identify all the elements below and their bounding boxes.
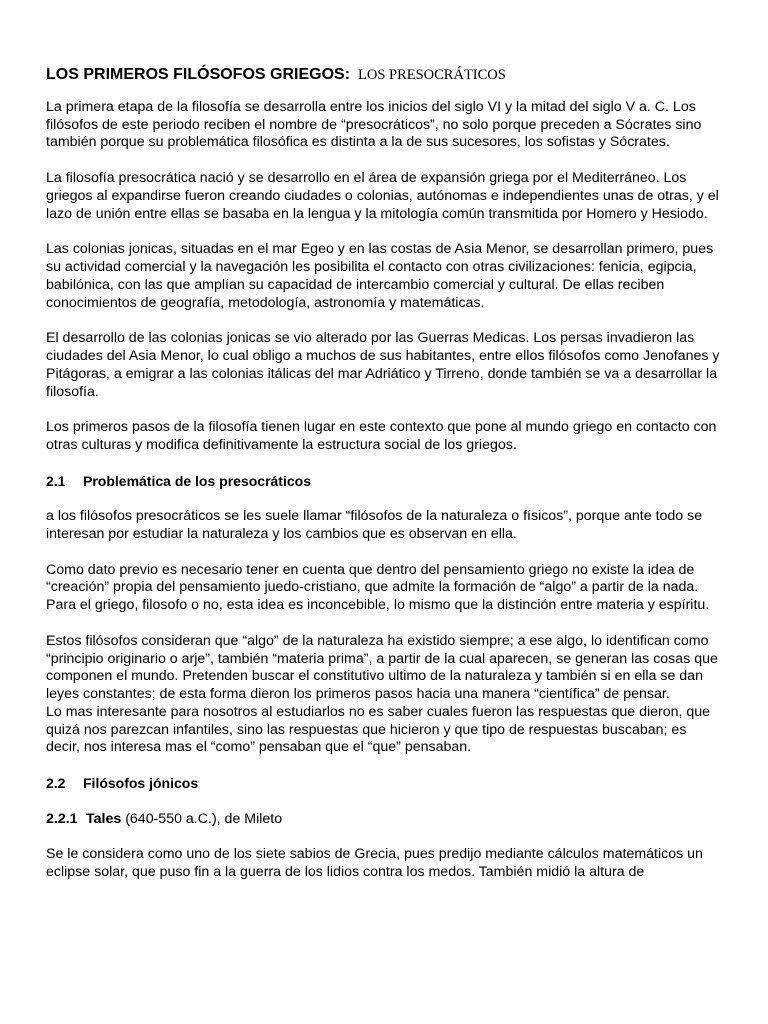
section-2-1-paragraph-1: a los filósofos presocráticos se les suele llamar “filósofos de la naturaleza o físicos”, porque ante todo se interesan por estudiar la naturaleza y los cambios que es observan en ella. [46,508,703,542]
philosopher-name: Tales [86,810,122,827]
section-number: 2.2 [46,775,66,792]
section-number: 2.1 [46,472,66,489]
section-number: 2.2.1 [46,810,78,827]
title-main: LOS PRIMEROS FILÓSOFOS GRIEGOS: [46,66,351,83]
title-subtitle: LOS PRESOCRÁTICOS [357,67,506,83]
section-heading-2-1 [46,473,724,491]
section-title: Filósofos jónicos [83,775,199,792]
section-heading-2-2 [46,775,724,793]
section-2-2-1-paragraph: Se le considera como uno de los siete sabios de Grecia, pues predijo mediante cálculos matemáticos un eclipse solar, que puso fin a la guerra de los lidios contra los medos. También midió la altura de [46,846,703,881]
philosopher-detail: (640-550 a.C.), de Mileto [125,810,283,827]
intro-paragraph-1: La primera etapa de la filosofía se desarrolla entre los inicios del siglo VI y la mitad del siglo V a. C. Los filósofos de este periodo reciben el nombre de “presocráticos”, no solo porque preceden a Sócrates sino también porque su problemática filosófica es distinta a la de sus sucesores, los sofistas y Sócrates. [46,98,702,151]
section-2-1-paragraph-4: Lo mas interesante para nosotros al estudiarlos no es saber cuales fueron las respuestas que dieron, que quizá nos parezcan infantiles, sino las respuestas que hicieron y que tipo de respuestas buscaban; es decir, nos interesa mas el “como” pensaban que el “que” pensaban. [46,703,711,756]
intro-paragraph-3: Las colonias jonicas, situadas en el mar Egeo y en las costas de Asia Menor, se desarrollan primero, pues su actividad comercial y la navegación les posibilita el contacto con otras civilizaciones: fenicia, egipcia, babilónica, con las que amplían su capacidad de intercambio comercial y cultural. De ellas reciben conocimientos de geografía, metodología, astronomía y matemáticas. [46,241,714,311]
intro-paragraph-5: Los primeros pasos de la filosofía tienen lugar en este contexto que pone al mundo griego en contacto con otras culturas y modifica definitivamente la estructura social de los griegos. [46,419,717,453]
intro-paragraph-4: El desarrollo de las colonias jonicas se vio alterado por las Guerras Medicas. Los persas invadieron las ciudades del Asia Menor, lo cual obligo a muchos de sus habitantes, entre ellos filósofos como Jenofanes y Pitágoras, a emigrar a las colonias itálicas del mar Adriático y Tirreno, donde también se va a desarrollar la filosofía. [46,330,720,400]
intro-paragraph-2: La filosofía presocrática nació y se desarrollo en el área de expansión griega por el Mediterráneo. Los griegos al expandirse fueron creando ciudades o colonias, autónomas e independientes unas de otras, y el lazo de unión entre ellas se basaba en la lengua y la mitología común transmitida por Homero y Hesiodo. [46,169,719,222]
document-page [46,66,724,900]
section-2-1-paragraph-2: Como dato previo es necesario tener en cuenta que dentro del pensamiento griego no existe la idea de “creación” propia del pensamiento juedo-cristiano, que admite la formación de “algo” a partir de la nada. Para el griego, filosofo o no, esta idea es inconcebible, lo mismo que la distinción entre materia y espíritu. [46,561,710,614]
document-title [46,66,724,85]
section-2-1-paragraph-3: Estos filósofos consideran que “algo” de la naturaleza ha existido siempre; a ese algo, lo identifican como “principio originario o arje”, también “materia prima”, a partir de la cual aparecen, se generan las cosas que componen el mundo. Pretenden buscar el constitutivo ultimo de la naturaleza y también si en ella se dan leyes constantes; de esta forma dieron los primeros pasos hacia una manera “científica” de pensar. [46,632,718,703]
section-title: Problemática de los presocráticos [83,472,311,489]
section-heading-2-2-1 [46,811,724,829]
